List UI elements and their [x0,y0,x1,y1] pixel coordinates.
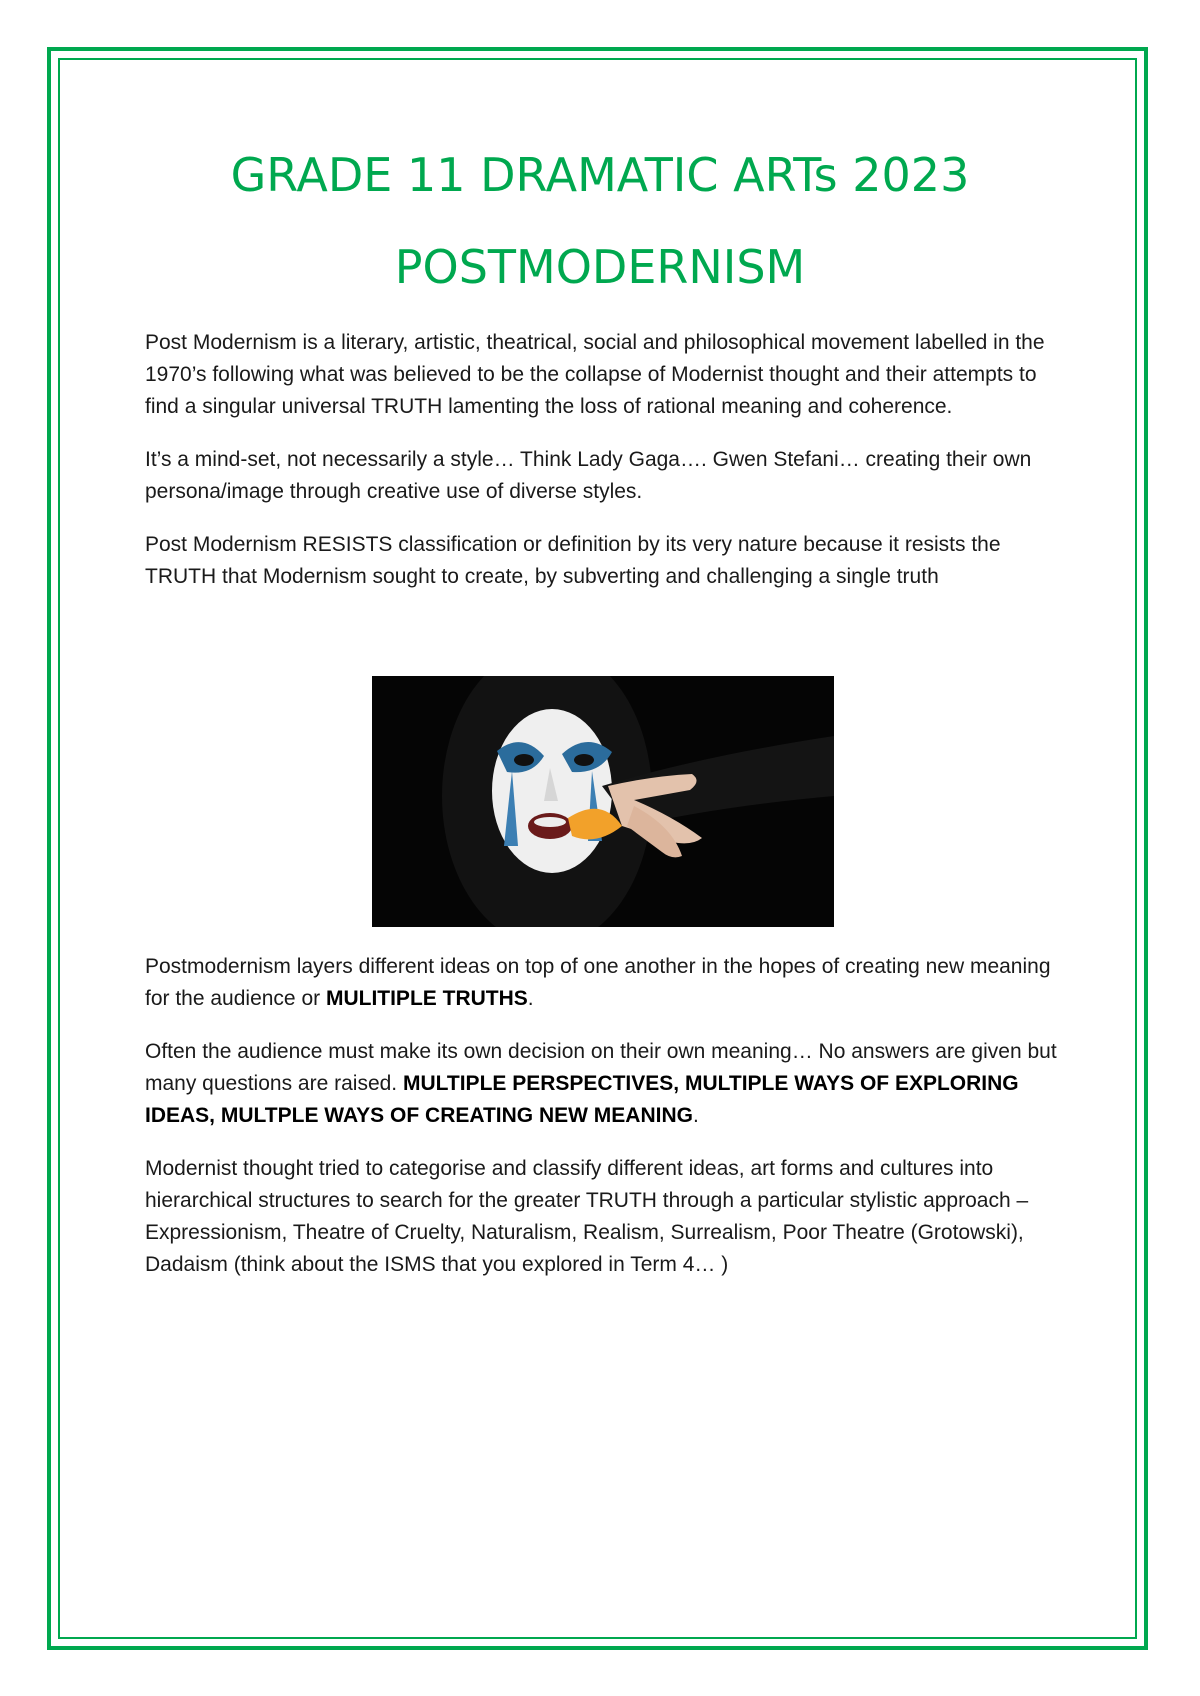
lady-gaga-photo [372,676,834,927]
paragraph-layers-bold: MULITIPLE TRUTHS [325,987,528,1010]
paragraph-resists: Post Modernism RESISTS classification or definition by its very nature because it resists the TRUTH that Modernism sought to create, by subverting and challenging a single truth [145,533,1001,588]
paragraph-audience-text: Often the audience must make its own decision on their own meaning… No answers are given but many questions are raised. [145,1040,1057,1095]
paragraph-audience-bold: MULTIPLE PERSPECTIVES, MULTIPLE WAYS OF EXPLORING IDEAS, MULTPLE WAYS OF CREATING NEW MEANING [145,1072,1019,1127]
paragraph-layers-text: Postmodernism layers different ideas on top of one another in the hopes of creating new meaning for the audience or [145,955,1051,1010]
paragraph-definition: Post Modernism is a literary, artistic, theatrical, social and philosophical movement labelled in the 1970’s following what was believed to be the collapse of Modernist thought and their attempts to find a singular universal TRUTH lamenting the loss of rational meaning and coherence. [145,331,1045,418]
intro-text-block [145,327,1065,614]
page-subtitle: POSTMODERNISM [394,240,806,294]
paragraph-layers-end: . [527,987,534,1010]
paragraph-audience [145,1036,1065,1132]
paragraph-mindset: It’s a mind-set, not necessarily a style… Think Lady Gaga…. Gwen Stefani… creating their own persona/image through creative use of diverse styles. [145,448,1032,503]
paragraph-modernist: Modernist thought tried to categorise and classify different ideas, art forms and cultures into hierarchical structures to search for the greater TRUTH through a particular stylistic approach – Expressionism, Theatre of Cruelty, Naturalism, Realism, Surrealism, Poor Theatre (Grotowski), Dadaism (think about the ISMS that you explored in Term 4… ) [145,1157,1029,1276]
portrait-illustration [372,676,834,927]
page-title: GRADE 11 DRAMATIC ARTs 2023 [230,148,970,202]
closing-text-block [145,951,1065,1302]
paragraph-layers [145,951,1065,1015]
paragraph-audience-end: . [692,1104,699,1127]
